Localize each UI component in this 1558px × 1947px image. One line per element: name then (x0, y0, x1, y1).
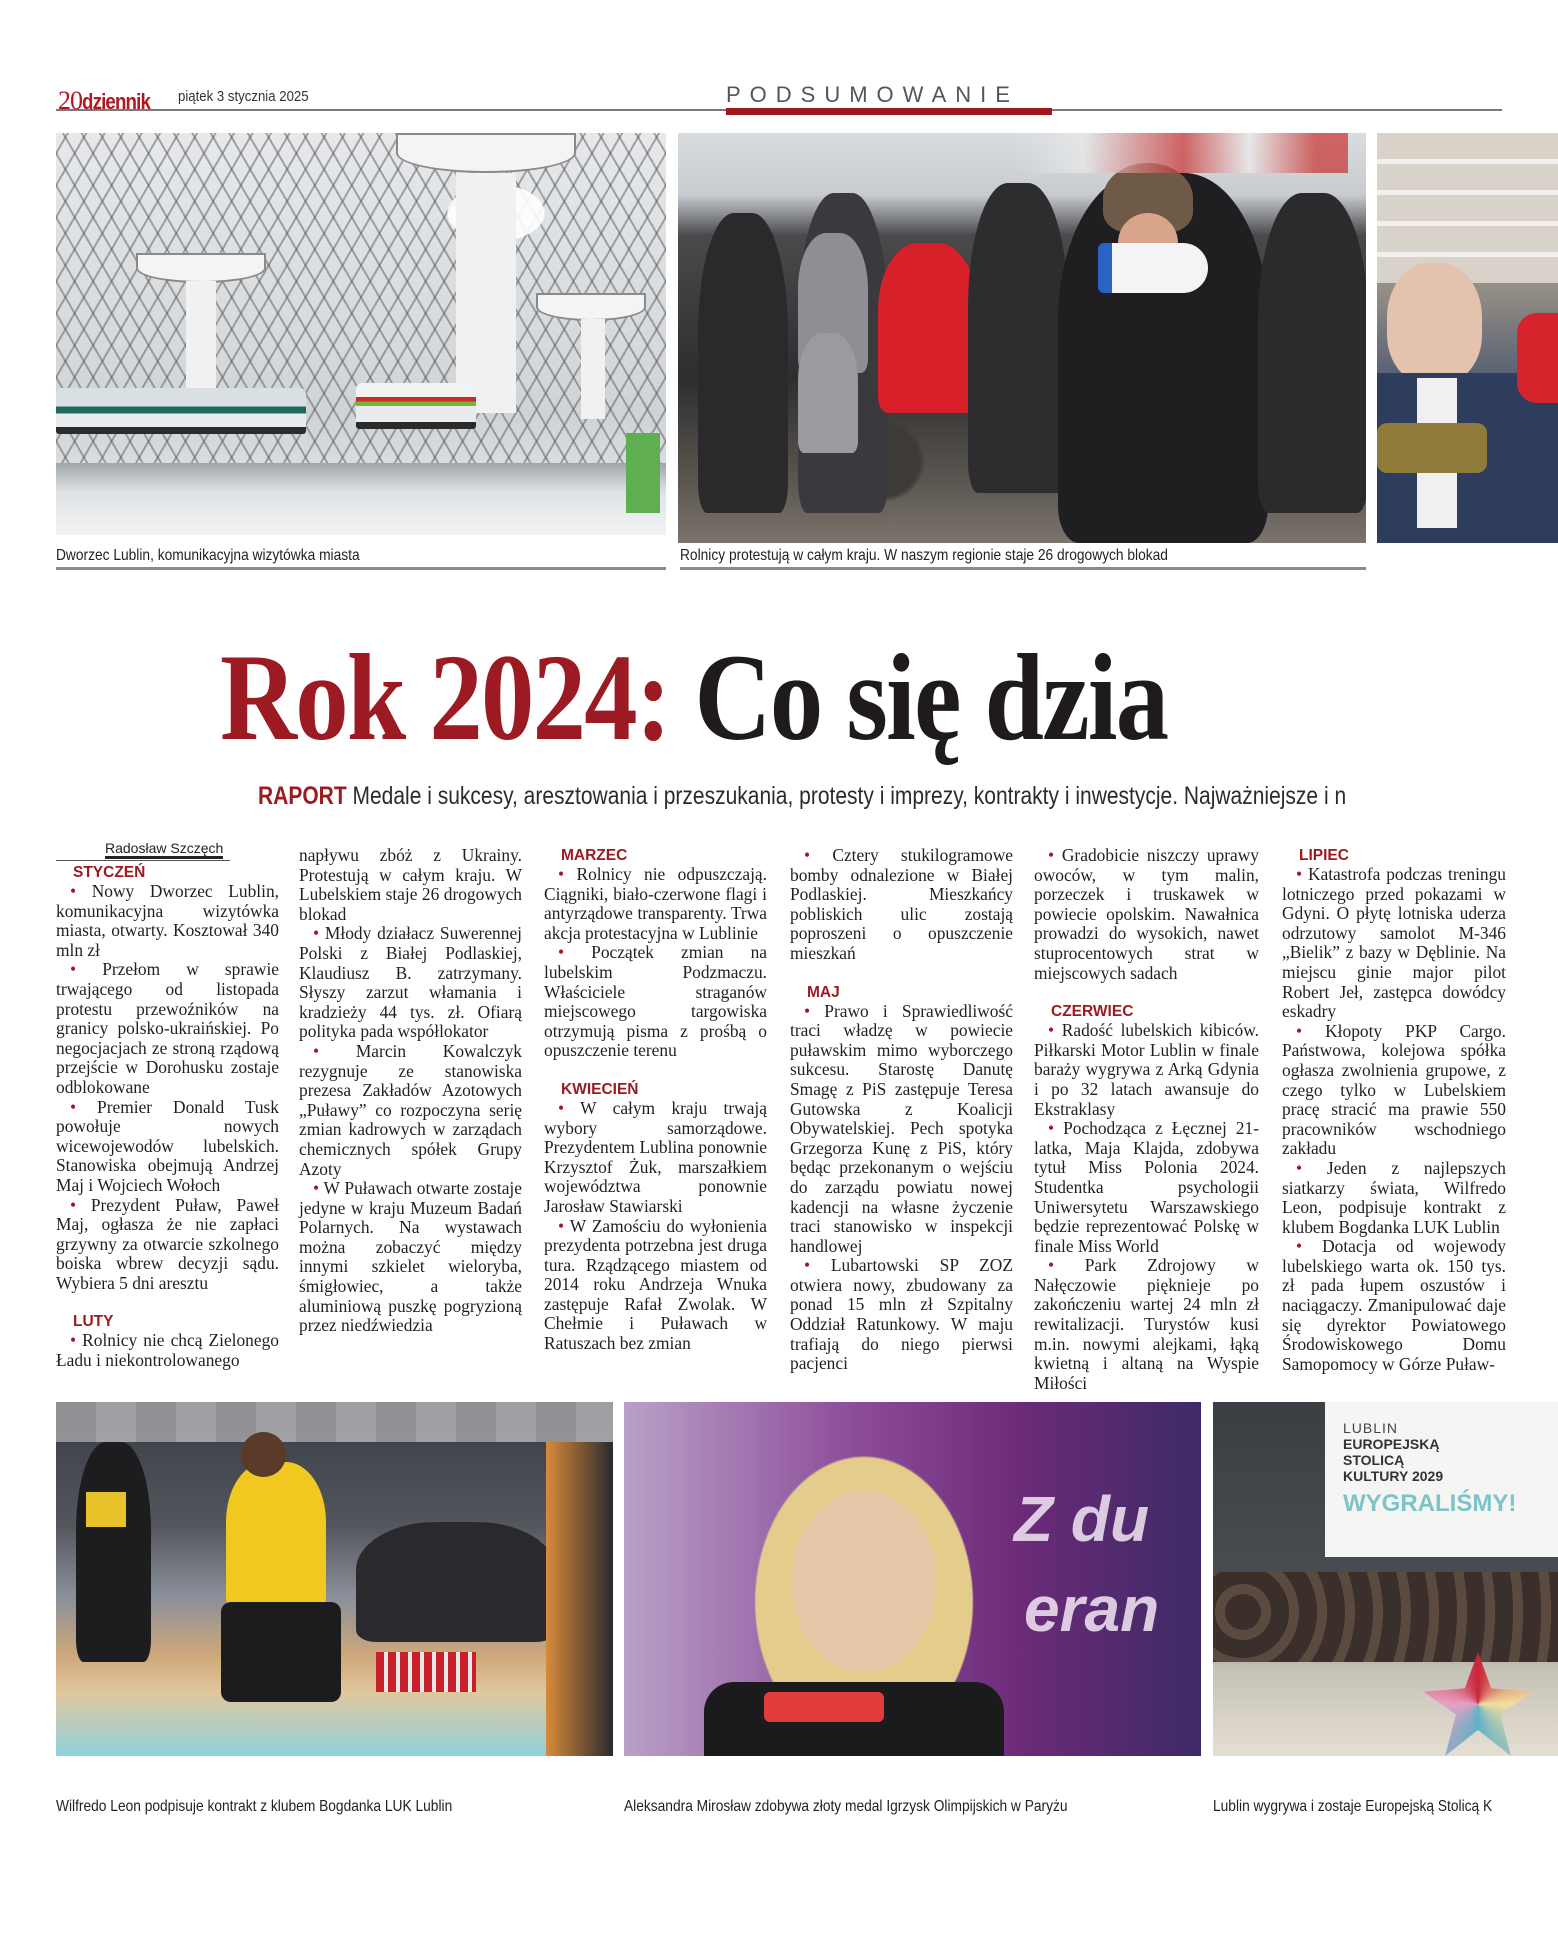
issue-date: piątek 3 stycznia 2025 (178, 88, 309, 105)
bullet-icon: • (558, 942, 565, 963)
bullet-icon: • (558, 1215, 565, 1236)
reporter-arm (1377, 423, 1487, 473)
news-item-text: Premier Donald Tusk powołuje nowych wicewojewodów lubelskich. Stanowiska obejmują Andrzej Maj i Wojciech Wołoch (56, 1096, 279, 1195)
bus-shape (356, 383, 476, 429)
bullet-icon: • (1048, 845, 1055, 865)
news-item-text: W Puławach otwarte zostaje jedyne w kraju Muzeum Badań Polarnych. Na wystawach można zobaczyć między innymi szkielet wieloryba, śmigłowiec, a także aluminiową puszkę pogryzioną przez niedźwiedzia (299, 1178, 522, 1336)
news-item-text: Dotacja od wojewody lubelskiego warta ok. 150 tys. zł pada łupem oszustów i naciągaczy. Zmanipulować daje się dyrektor Powiatowego Środowiskowego Domu Samopomocy w Górze Puław- (1282, 1236, 1506, 1374)
bullet-icon: • (70, 1096, 77, 1117)
news-item-text: Prezydent Puław, Paweł Maj, ogłasza że nie zapłaci grzywny za otwarcie szkolnego boiska wbrew decyzji sądu. Wybiera 5 dni aresztu (56, 1194, 279, 1293)
news-item-text: Rolnicy nie chcą Zielonego Ładu i niekontrolowanego (56, 1330, 279, 1371)
news-item-text: Początek zmian na lubelskim Podzmaczu. Właściciele straganów miejscowego targowiska otrzymują pisma z prośbą o opuszczenie terenu (544, 942, 767, 1061)
bullet-icon: • (1296, 1236, 1303, 1257)
news-item (299, 1042, 522, 1179)
news-item (544, 1099, 767, 1217)
news-item (299, 1179, 522, 1336)
player-jersey (226, 1462, 326, 1612)
news-item (1034, 846, 1259, 983)
photo-bus-station (56, 133, 666, 535)
article-column (790, 846, 1013, 1374)
player-shorts (221, 1602, 341, 1702)
page-number: 20 (58, 86, 82, 115)
news-item (1034, 1021, 1259, 1119)
news-item (1282, 1022, 1506, 1159)
news-item (299, 924, 522, 1042)
caption-rule (680, 567, 1366, 570)
column-shape (456, 173, 516, 413)
news-item-text: Kłopoty PKP Cargo. Państwowa, kolejowa spółka ogłasza zwolnienia grupowe, z czego tylko w Lubelskiem pracę stracić ma prawie 550 pracowników wschodniego zakładu (1282, 1020, 1506, 1159)
news-item (1034, 1256, 1259, 1393)
player-head (241, 1432, 286, 1477)
news-item-text: Lubartowski SP ZOZ otwiera nowy, zbudowany za ponad 15 mln zł Szpitalny Oddział Ratunkowy. W maju trafiają do niego pierwsi pacjenci (790, 1255, 1013, 1374)
esk-screen (1325, 1402, 1558, 1557)
news-item-text: Cztery stukilogramowe bomby odnalezione w Białej Podlaskiej. Mieszkańcy pobliskich ulic zostają poproszeni o opuszczenie mieszkań (790, 845, 1013, 963)
page-header (56, 82, 1502, 116)
article-column (56, 863, 279, 1371)
month-heading: LIPIEC (1299, 847, 1349, 864)
player-edge (546, 1442, 613, 1756)
audience (1213, 1572, 1558, 1662)
paragraph-gap (56, 1293, 279, 1312)
bullet-icon: • (1048, 1118, 1055, 1139)
news-item-text: Prawo i Sprawiedliwość traci władzę w powiecie puławskim mimo wyborczego sukcesu. Starostę Danutę Smagę z PiS zastępuje Teresa Gutowska z Koalicji Obywatelskiej. Pech spotyka Grzegorza Kunę z PiS, który będąc przekonanym o wejściu do zarządu powiatu nowej kadencji na własne życzenie traci stanowisko w inspekcji handlowej (790, 1000, 1013, 1256)
bullet-icon: • (1296, 1020, 1303, 1041)
news-item-text: napływu zbóż z Ukrainy. Protestują w całym kraju. W Lubelskiem staje 26 drogowych blokad (299, 845, 522, 924)
news-item (1282, 1159, 1506, 1237)
news-item (544, 943, 767, 1061)
bullet-icon: • (70, 1330, 77, 1351)
news-item (790, 1256, 1013, 1374)
column-shape (581, 319, 605, 419)
bullet-icon: • (1048, 1020, 1055, 1041)
news-item-text: Przełom w sprawie trwającego od listopada protestu przewoźników na granicy polsko-ukraińskiej. Po negocjacjach ze stroną rządową przejście w Dorohusku zostaje odblokowane (56, 959, 279, 1097)
article-column (1034, 846, 1259, 1393)
photo-caption: Rolnicy protestują w całym kraju. W naszym regionie staje 26 drogowych blokad (680, 547, 1168, 564)
lead-paragraph (258, 782, 1346, 811)
bus-shape (56, 388, 306, 434)
lead-text: Medale i sukcesy, aresztowania i przeszukania, protesty i imprezy, kontrakty i inwestycje. Najważniejsze i n (346, 782, 1347, 810)
logo-name: dziennik (82, 89, 151, 114)
bullet-icon: • (70, 959, 77, 980)
caption-rule (56, 567, 666, 570)
megaphone-shape (1098, 243, 1208, 293)
news-item (544, 865, 767, 943)
news-item (56, 1331, 279, 1370)
news-item (299, 846, 522, 924)
canopy-shape (536, 293, 646, 321)
ceiling-lights (1377, 133, 1558, 283)
news-item-text: Jeden z najlepszych siatkarzy świata, Wilfredo Leon, podpisuje kontrakt z klubem Bogdanka LUK Lublin (1282, 1157, 1506, 1237)
byline: Radosław Szczęch (105, 840, 223, 859)
star-decoration (1423, 1652, 1533, 1756)
lead-tag: RAPORT (258, 782, 347, 810)
bullet-icon: • (70, 1194, 77, 1215)
news-item-text: Radość lubelskich kibiców. Piłkarski Motor Lublin w finale baraży wygrywa z Arką Gdynia i po 32 latach awansuje do Ekstraklasy (1034, 1020, 1259, 1119)
person-red-jacket (878, 243, 978, 413)
microphone-flag (764, 1692, 884, 1722)
news-item (790, 1002, 1013, 1257)
headline-black: Co się dzia (669, 629, 1168, 766)
person-shape (798, 333, 858, 453)
news-item-text: W całym kraju trwają wybory samorządowe. Prezydentem Lublina ponownie Krzysztof Żuk, marszałkiem województwa ponownie Jarosław Stawiarski (544, 1097, 767, 1216)
news-item (790, 846, 1013, 964)
photo-european-capital-of-culture (1213, 1402, 1558, 1756)
headline-red: Rok 2024: (220, 629, 670, 766)
column-shape (186, 281, 216, 401)
news-item (1282, 865, 1506, 1022)
arena-banner (56, 1402, 613, 1442)
bullet-icon: • (558, 1097, 565, 1118)
canopy-shape (396, 133, 576, 173)
backdrop-text: eran (1024, 1573, 1160, 1645)
headline (220, 628, 1167, 768)
news-item-text: Park Zdrojowy w Nałęczowie pięknieje po zakończeniu wartej 24 mln zł rewitalizacji. Turystów kusi m.in. nowymi alejkami, łąką kwietną i altaną na Wyspie Miłości (1034, 1255, 1259, 1393)
bullet-icon: • (1296, 1157, 1303, 1178)
flags (1018, 133, 1348, 173)
paragraph-gap (544, 1061, 767, 1080)
paragraph-gap (790, 964, 1013, 983)
esk-line: LUBLIN (1343, 1420, 1399, 1436)
news-item (1034, 1119, 1259, 1256)
ticket-machine (626, 433, 660, 513)
esk-line: EUROPEJSKĄ (1343, 1436, 1440, 1452)
bullet-icon: • (70, 881, 77, 901)
news-item (56, 1098, 279, 1196)
esk-line: STOLICĄ (1343, 1452, 1405, 1468)
month-heading: MARZEC (561, 847, 628, 864)
news-item-text: Nowy Dworzec Lublin, komunikacyjna wizytówka miasta, otwarty. Kosztował 340 mln zł (56, 881, 279, 960)
news-item (544, 1217, 767, 1354)
newspaper-logo (58, 86, 162, 116)
news-item-text: Młody działacz Suwerennej Polski z Białej Podlaskiej, Klaudiusz B. zatrzymany. Słyszy zarzut włamania i kradzieży 44 tys. zł. Ofiarą polityka pada współlokator (299, 923, 522, 1042)
person-shape (968, 183, 1068, 493)
microphone (1517, 313, 1558, 403)
month-heading: CZERWIEC (1051, 1003, 1134, 1021)
bullet-icon: • (313, 1178, 320, 1199)
photo-farmers-protest (678, 133, 1366, 543)
bullet-icon: • (1048, 1255, 1055, 1276)
news-item-text: Rolnicy nie odpuszczają. Ciągniki, biało-czerwone flagi i antyrządowe transparenty. Trwa akcja protestacyjna w Lublinie (544, 864, 767, 943)
bullet-icon: • (1296, 864, 1303, 884)
month-heading: KWIECIEŃ (561, 1080, 639, 1098)
section-label: PODSUMOWANIE (726, 82, 1019, 107)
byline-rule (56, 860, 230, 861)
article-column (299, 846, 522, 1336)
bullet-icon: • (804, 845, 811, 865)
news-item (1282, 1237, 1506, 1374)
bottles (376, 1652, 476, 1692)
coach-shape (76, 1442, 151, 1662)
news-item-text: Pochodząca z Łęcznej 21-latka, Maja Klajda, zdobywa tytuł Miss Polonia 2024. Studentka psychologii Uniwersytetu Warszawskiego będzie reprezentować Polskę w finale Miss World (1034, 1118, 1259, 1256)
news-item-text: Katastrofa podczas treningu lotniczego przed pokazami w Gdyni. O płytę lotniska uderza odrzutowy samolot M-346 „Bielik” z bazy w Dęblinie. Na miejscu ginie major pilot Robert Jeł, zastępca dowódcy eskadry (1282, 864, 1506, 1022)
person-shape (698, 213, 788, 513)
photo-politician (1377, 133, 1558, 543)
news-item-text: W Zamościu do wyłonienia prezydenta potrzebna jest druga tura. Rządzącego miastem od 2014 roku Andrzeja Wnuka zastępuje Rafał Zwolak. W Chełmie i Puławach w Ratuszach bez zmian (544, 1215, 767, 1354)
month-heading: STYCZEŃ (73, 864, 146, 881)
news-item-text: Marcin Kowalczyk rezygnuje ze stanowiska prezesa Zakładów Azotowych „Puławy” co rozpoczyna serię zmian kadrowych w zarządach chemicznych spółek Grupy Azoty (299, 1040, 522, 1179)
backdrop-text: Z du (1014, 1483, 1150, 1555)
month-heading: MAJ (807, 983, 840, 1001)
photo-caption: Dworzec Lublin, komunikacyjna wizytówka miasta (56, 547, 360, 564)
esk-slogan: WYGRALIŚMY! (1343, 1490, 1517, 1517)
news-item (56, 882, 279, 960)
bullet-icon: • (804, 1000, 811, 1021)
canopy-shape (136, 253, 266, 283)
photo-caption: Aleksandra Mirosław zdobywa złoty medal Igrzysk Olimpijskich w Paryżu (624, 1798, 1068, 1815)
photo-caption: Wilfredo Leon podpisuje kontrakt z klubem Bogdanka LUK Lublin (56, 1798, 453, 1815)
ground-snow (56, 463, 666, 535)
person-shape (1258, 193, 1366, 513)
bullet-icon: • (804, 1255, 811, 1276)
section-accent-bar (726, 108, 1052, 115)
photo-volleyball (56, 1402, 613, 1756)
month-heading: LUTY (73, 1313, 114, 1331)
clipboard (86, 1492, 126, 1527)
article-column (1282, 846, 1506, 1374)
article-column (544, 846, 767, 1354)
news-item (56, 1196, 279, 1294)
esk-line: KULTURY 2029 (1343, 1468, 1444, 1484)
bullet-icon: • (313, 1040, 320, 1061)
paragraph-gap (1034, 983, 1259, 1002)
bullet-icon: • (313, 923, 320, 944)
bullet-icon: • (558, 864, 565, 884)
photo-aleksandra-miroslaw (624, 1402, 1201, 1756)
bench-players (356, 1522, 556, 1642)
news-item-text: Gradobicie niszczy uprawy owoców, w tym malin, porzeczek i truskawek w powiecie opolskim. Nawałnica prowadzi do wysokich, nawet stuprocentowych strat w miejscowych sadach (1034, 845, 1259, 983)
photo-caption: Lublin wygrywa i zostaje Europejską Stolicą K (1213, 1798, 1493, 1815)
news-item (56, 960, 279, 1097)
face-shape (1387, 263, 1482, 383)
